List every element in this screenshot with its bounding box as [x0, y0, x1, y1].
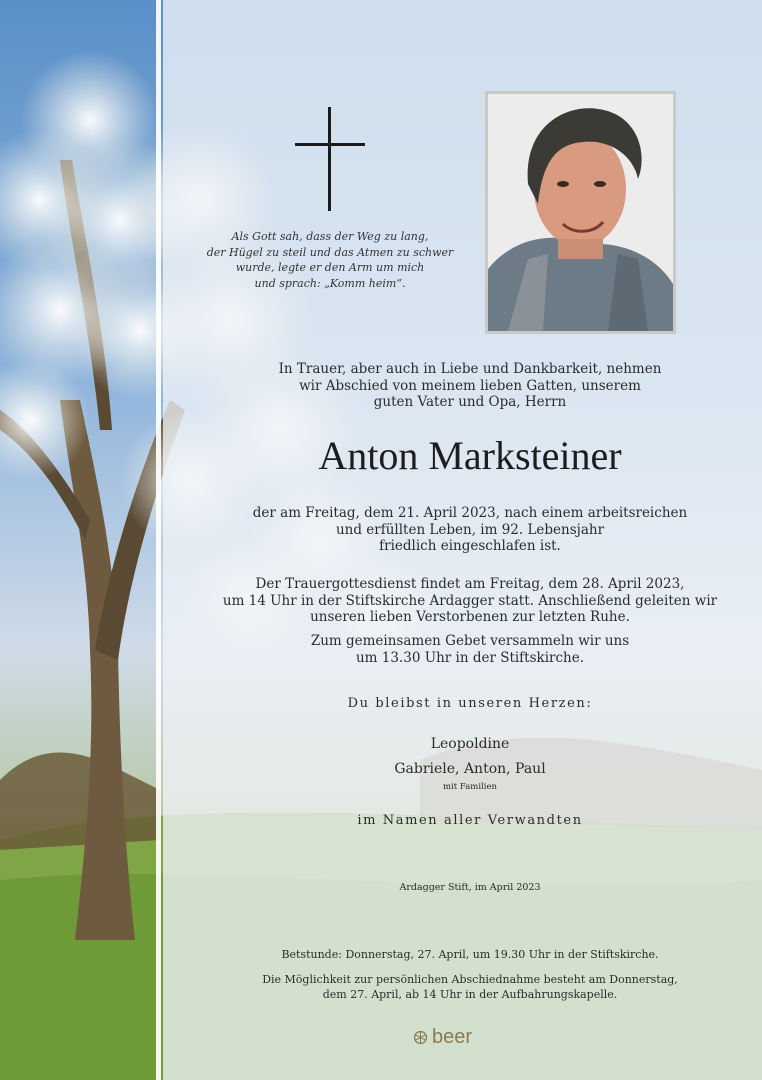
farewell-line: dem 27. April, ab 14 Uhr in der Aufbahrungskapelle.: [322, 988, 618, 1001]
poem-line: wurde, legte er den Arm um mich: [235, 261, 425, 274]
poem-line: der Hügel zu steil und das Atmen zu schwer: [206, 245, 454, 259]
logo-text: beer: [432, 1026, 473, 1048]
intro-text: [190, 361, 750, 411]
spouse-name: Leopoldine: [430, 736, 510, 752]
poem-line: Als Gott sah, dass der Weg zu lang,: [231, 230, 429, 243]
death-notice-line: friedlich eingeschlafen ist.: [379, 538, 561, 554]
heart-line: Du bleibst in unseren Herzen:: [347, 696, 593, 711]
funeral-home-logo: [412, 1026, 472, 1049]
death-notice-line: der am Freitag, dem 21. April 2023, nach einem arbeitsreichen: [252, 505, 688, 521]
farewell-info: [190, 972, 750, 1002]
place-date: Ardagger Stift, im April 2023: [399, 882, 541, 893]
funeral-info: [190, 576, 750, 626]
death-notice-line: und erfüllten Leben, im 92. Lebensjahr: [335, 521, 605, 538]
funeral-line: um 14 Uhr in der Stiftskirche Ardagger statt. Anschließend geleiten wir: [222, 592, 718, 609]
prayer-info: [190, 633, 750, 666]
portrait-frame: [485, 91, 676, 334]
portrait-photo: [488, 94, 673, 331]
cross-icon: [295, 107, 365, 211]
intro-line: wir Abschied von meinem lieben Gatten, unserem: [299, 377, 641, 394]
prayer-line: um 13.30 Uhr in der Stiftskirche.: [355, 649, 585, 666]
funeral-line: unseren lieben Verstorbenen zur letzten Ruhe.: [310, 609, 630, 625]
deceased-name: Anton Marksteiner: [318, 433, 622, 478]
vigil-info: Betstunde: Donnerstag, 27. April, um 19.30 Uhr in der Stiftskirche.: [281, 948, 659, 961]
death-notice: [190, 505, 750, 555]
farewell-line: Die Möglichkeit zur persönlichen Abschiednahme besteht am Donnerstag,: [262, 973, 678, 986]
poem-line: und sprach: „Komm heim“.: [254, 276, 406, 290]
with-families-note: mit Familien: [442, 782, 497, 792]
children-names: Gabriele, Anton, Paul: [394, 761, 546, 777]
beer-logo-icon: [412, 1029, 429, 1046]
intro-line: guten Vater und Opa, Herrn: [373, 394, 567, 410]
memorial-poem: [196, 229, 464, 291]
funeral-line: Der Trauergottesdienst findet am Freitag, dem 28. April 2023,: [255, 576, 685, 592]
relatives-line: im Namen aller Verwandten: [357, 813, 583, 828]
intro-line: In Trauer, aber auch in Liebe und Dankbarkeit, nehmen: [278, 361, 662, 377]
prayer-line: Zum gemeinsamen Gebet versammeln wir uns: [310, 633, 630, 649]
vertical-divider: [156, 0, 161, 1080]
